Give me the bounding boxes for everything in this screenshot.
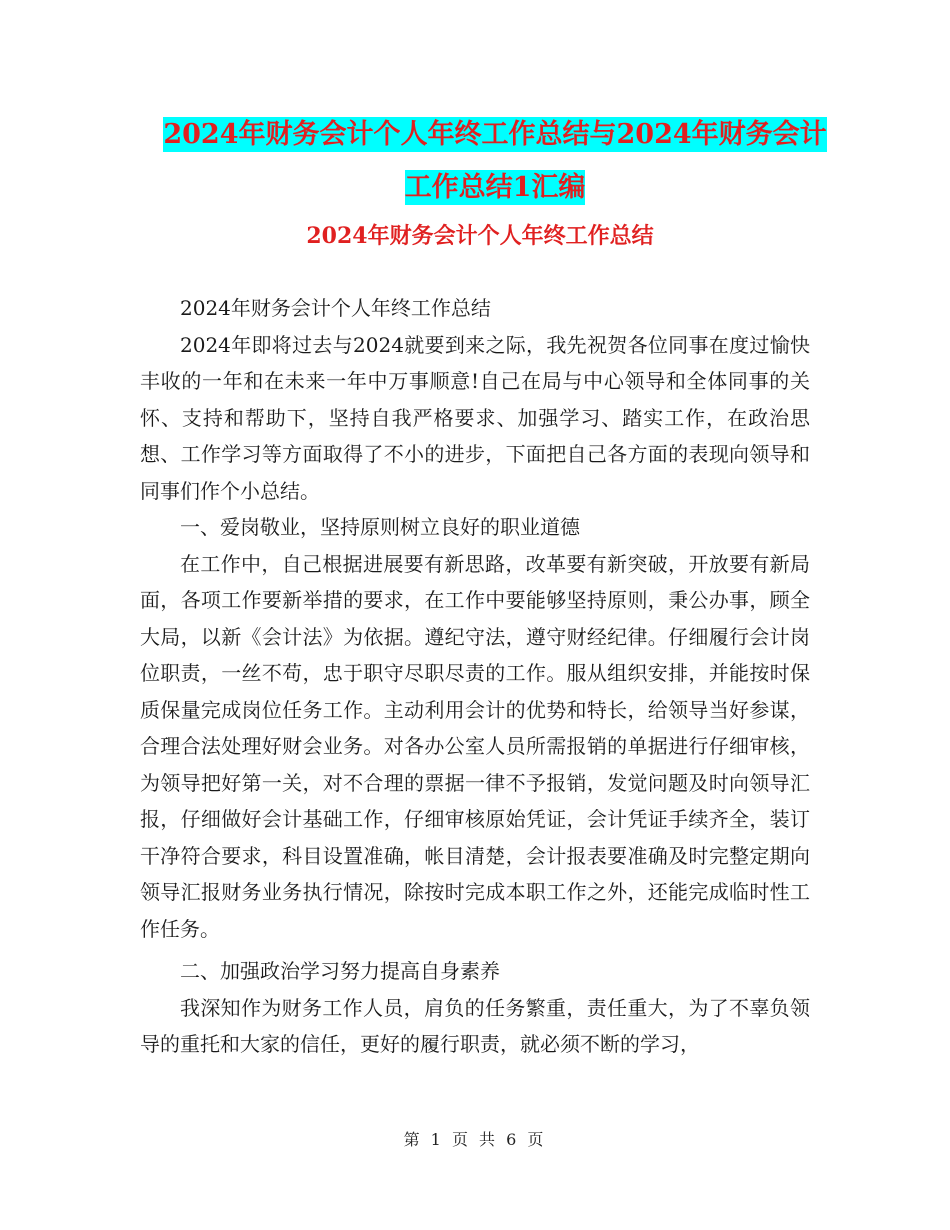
paragraph-subtitle: 2024年财务会计个人年终工作总结 xyxy=(180,296,491,320)
document-main-title xyxy=(150,108,840,214)
page-footer: 第 1 页 共 6 页 xyxy=(403,1130,547,1149)
main-title-line-2: 工作总结1汇编 xyxy=(404,172,586,203)
paragraph-heading-1: 一、爱岗敬业，坚持原则树立良好的职业道德 xyxy=(180,515,580,539)
section-title: 2024年财务会计个人年终工作总结 xyxy=(306,223,654,249)
paragraph-heading-2: 二、加强政治学习努力提高自身素养 xyxy=(180,959,500,983)
paragraph-intro: 2024年即将过去与2024就要到来之际，我先祝贺各位同事在度过愉快丰收的一年和在未来一年中万事顺意!自己在局与中心领导和全体同事的关怀、支持和帮助下，坚持自我严格要求、加强学习、踏实工作，在政治思想、工作学习等方面取得了不小的进步，下面把自己各方面的表现向领导和同事们作个小总结。 xyxy=(140,332,810,503)
paragraph-body-1: 在工作中，自己根据进展要有新思路，改革要有新突破，开放要有新局面，各项工作要新举措的要求，在工作中要能够坚持原则，秉公办事，顾全大局，以新《会计法》为依据。遵纪守法，遵守财经纪律。仔细履行会计岗位职责，一丝不苟，忠于职守尽职尽责的工作。服从组织安排，并能按时保质保量完成岗位任务工作。主动利用会计的优势和特长，给领导当好参谋，合理合法处理好财会业务。对各办公室人员所需报销的单据进行仔细审核，为领导把好第一关，对不合理的票据一律不予报销，发觉问题及时向领导汇报，仔细做好会计基础工作，仔细审核原始凭证，会计凭证手续齐全，装订干净符合要求，科目设置准确，帐目清楚，会计报表要准确及时完整定期向领导汇报财务业务执行情况，除按时完成本职工作之外，还能完成临时性工作任务。 xyxy=(140,551,810,941)
document-body xyxy=(140,290,810,1063)
main-title-line-1: 2024年财务会计个人年终工作总结与2024年财务会计 xyxy=(163,119,827,150)
paragraph-body-2: 我深知作为财务工作人员，肩负的任务繁重，责任重大，为了不辜负领导的重托和大家的信任，更好的履行职责，就必须不断的学习， xyxy=(140,995,810,1056)
